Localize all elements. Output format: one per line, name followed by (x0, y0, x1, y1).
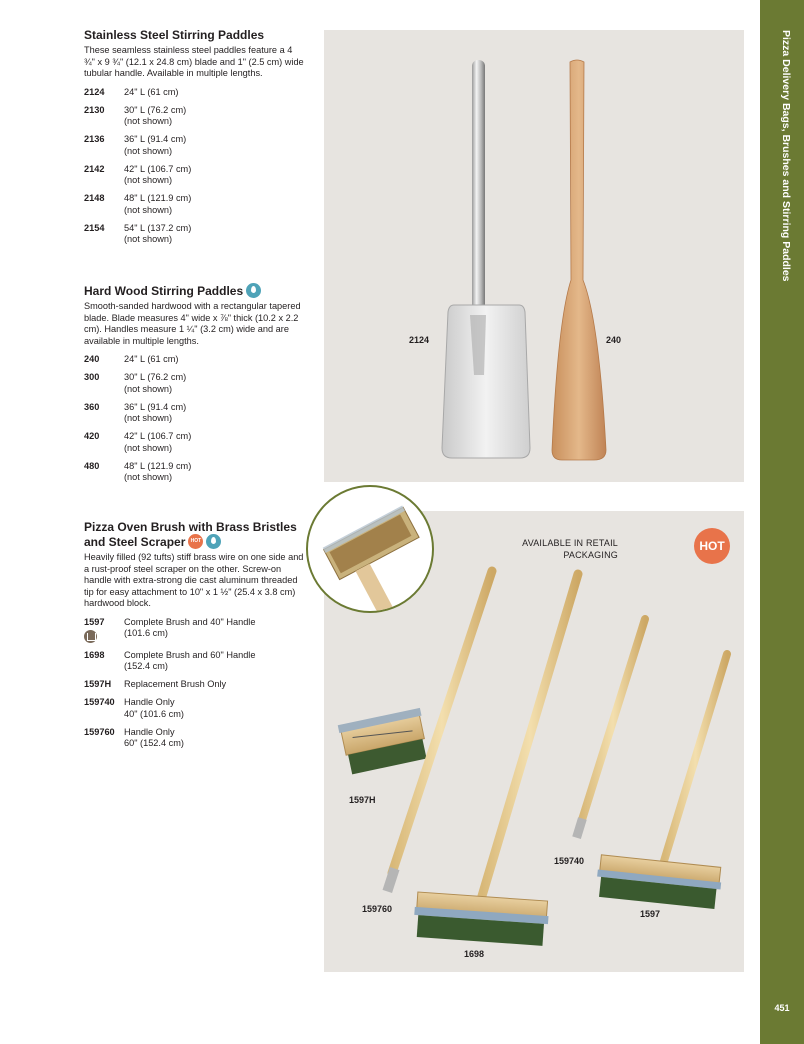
hot-badge-icon: HOT (188, 534, 203, 549)
product-item (84, 164, 304, 187)
product-line2: 60" (152.4 cm) (124, 738, 184, 749)
product-line2: (not shown) (124, 145, 173, 156)
page-number: 451 (774, 1003, 790, 1013)
figure-label-1698: 1698 (464, 949, 485, 959)
product-line2: (not shown) (124, 175, 173, 185)
product-line2: (not shown) (124, 204, 173, 215)
product-code: 159740 (84, 697, 115, 708)
figure-label-2124: 2124 (409, 335, 430, 345)
product-line1: Replacement Brush Only (124, 679, 227, 690)
hardwood-description: Smooth-sanded hardwood with a rectangular tapered blade. Blade measures 4" wide x ⅞" thick (10.2 x 2.2 cm). Handles measure 1 ¼" (3.2 cm) wide and are available in multiple lengths. (84, 301, 301, 346)
product-item (84, 431, 304, 454)
figure-label-1597: 1597 (640, 909, 661, 919)
product-code: 480 (84, 460, 100, 471)
product-line1: Complete Brush and 60" Handle (124, 649, 256, 660)
product-line1: 30" L (76.2 cm) (124, 372, 187, 383)
wood-paddle (552, 60, 606, 460)
product-details (124, 650, 255, 673)
product-line2: (not shown) (124, 442, 173, 453)
product-code: 300 (84, 372, 100, 383)
product-item (84, 650, 304, 673)
product-line2: (152.4 cm) (124, 661, 168, 672)
product-details (124, 223, 191, 246)
product-code: 1597H (84, 679, 112, 690)
product-line1: 24" L (61 cm) (124, 354, 179, 365)
brush-item-list (84, 617, 304, 750)
brush-detail-zoom (306, 485, 434, 613)
hardwood-item-list (84, 354, 304, 484)
product-line1: 48" L (121.9 cm) (124, 193, 192, 203)
figure-label-1597H: 1597H (349, 795, 376, 805)
product-code: 1698 (84, 649, 105, 660)
retail-packaging-note: AVAILABLE IN RETAIL PACKAGING (522, 538, 618, 560)
stainless-description: These seamless stainless steel paddles feature a 4 ¾" x 9 ¾" (12.1 x 24.8 cm) blade and 1" (2.5 cm) wide tubular handle. Available in multiple lengths. (84, 45, 304, 78)
product-line2: (not shown) (124, 413, 173, 424)
product-details (124, 372, 186, 395)
product-code: 240 (84, 354, 100, 365)
brush-section (84, 520, 304, 756)
product-code: 2154 (84, 222, 105, 233)
product-details (124, 679, 226, 691)
product-details (124, 461, 191, 484)
product-details (124, 617, 255, 644)
product-line1: 54" L (137.2 cm) (124, 222, 192, 233)
figure-label-159760: 159760 (362, 904, 393, 914)
product-code: 159760 (84, 726, 115, 737)
product-details (124, 105, 186, 128)
product-details (124, 134, 186, 157)
steel-paddle-blade (442, 305, 530, 458)
product-details (124, 354, 179, 366)
product-line1: Handle Only (124, 697, 175, 708)
product-line1: 36" L (91.4 cm) (124, 401, 187, 412)
product-item (84, 223, 304, 246)
product-line2: 40" (101.6 cm) (124, 708, 184, 719)
figure-label-240: 240 (606, 335, 622, 345)
product-code: 360 (84, 401, 100, 412)
water-drop-icon (206, 534, 221, 549)
product-code: 2124 (84, 86, 105, 97)
product-code: 2136 (84, 134, 105, 144)
product-line1: Complete Brush and 40" Handle (124, 616, 256, 627)
product-code-wrap (84, 617, 124, 644)
brush-title: Pizza Oven Brush with Brass Bristles and Steel Scraper HOT (84, 520, 297, 549)
product-details (124, 87, 179, 99)
stainless-title: Stainless Steel Stirring Paddles (84, 28, 265, 42)
product-line2: (not shown) (124, 116, 173, 126)
product-details (124, 431, 191, 454)
product-code: 2130 (84, 104, 105, 115)
product-line1: 24" L (61 cm) (124, 86, 179, 97)
brush-description: Heavily filled (92 tufts) stiff brass wire on one side and a rust-proof steel scraper on the other. Screw-on handle with extra-strong die cast aluminum threaded tip for easy attachment to 10" x 1 ½" (25.4 x 3.8 cm) hardwood block. (84, 552, 304, 609)
paddles-photo (324, 30, 744, 482)
product-details (124, 193, 191, 216)
product-item (84, 372, 304, 395)
product-code: 2148 (84, 193, 105, 203)
product-item (84, 354, 304, 366)
product-line1: 42" L (106.7 cm) (124, 163, 192, 174)
product-item (84, 679, 304, 691)
product-line1: 30" L (76.2 cm) (124, 104, 187, 115)
product-details (124, 164, 191, 187)
product-line2: (not shown) (124, 383, 173, 394)
product-item (84, 617, 304, 644)
replacement-brush-1597H (338, 708, 431, 775)
product-code: 420 (84, 431, 100, 442)
figure-label-159740: 159740 (554, 856, 585, 866)
product-details (124, 402, 186, 425)
product-item (84, 402, 304, 425)
product-item (84, 105, 304, 128)
product-line1: Handle Only (124, 726, 175, 737)
product-code: 2142 (84, 163, 105, 174)
product-line1: 48" L (121.9 cm) (124, 460, 192, 471)
product-item (84, 87, 304, 99)
product-line1: 36" L (91.4 cm) (124, 134, 187, 144)
stainless-item-list (84, 87, 304, 246)
product-details (124, 727, 184, 750)
product-item (84, 193, 304, 216)
hardwood-title: Hard Wood Stirring Paddles (84, 284, 304, 299)
certification-icon (84, 630, 97, 643)
stainless-section (84, 28, 304, 252)
product-line1: 42" L (106.7 cm) (124, 431, 192, 442)
hot-badge: HOT (694, 528, 730, 564)
hardwood-section (84, 284, 304, 490)
product-item (84, 134, 304, 157)
side-tab-title: Pizza Delivery Bags, Brushes and Stirring Paddles (780, 30, 792, 282)
product-item (84, 727, 304, 750)
brush-1698 (413, 892, 550, 946)
product-line2: (not shown) (124, 234, 173, 244)
product-line2: (not shown) (124, 472, 173, 483)
product-line2: (101.6 cm) (124, 628, 168, 639)
product-item (84, 697, 304, 720)
product-code: 1597 (84, 616, 105, 627)
product-item (84, 461, 304, 484)
product-details (124, 697, 184, 720)
brush-1597 (595, 855, 723, 910)
water-drop-icon (246, 283, 261, 298)
